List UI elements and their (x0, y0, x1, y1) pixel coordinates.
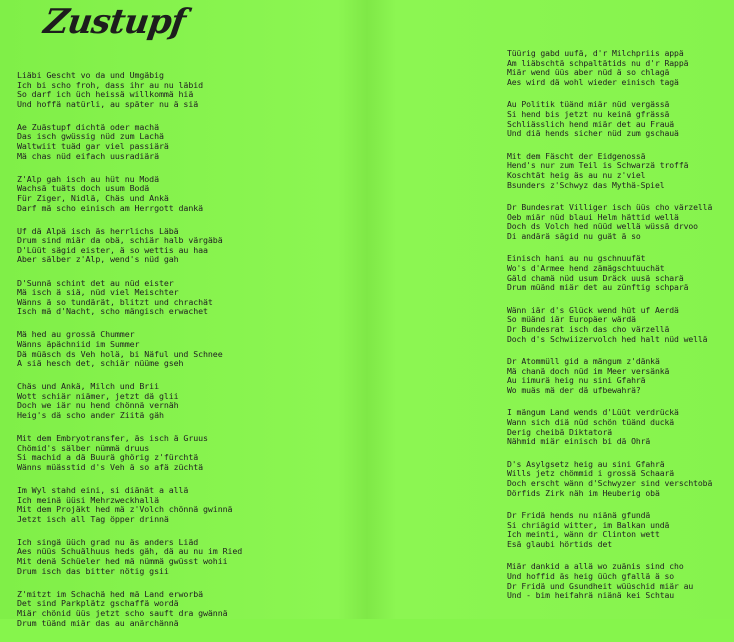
verse-line: So müänd iär Europäer wärdä (507, 314, 636, 325)
stanza (507, 562, 732, 601)
verse-line: Aber sälber z'Alp, wend's nüd gah (17, 254, 179, 265)
stanza (17, 279, 347, 317)
verse-line: Wo's d'Armee hend zämägschtuuchät (507, 262, 665, 273)
verse-line: Liäbi Gescht vo da und Umgäbig (17, 70, 164, 80)
verse-line: Wills jetz chömmid i grossä Schaarä (507, 468, 675, 479)
verse-line: D's Asylgsetz heig au sini Gfahrä (507, 458, 665, 469)
verse-line: Und diä hends sicher nüd zum gschauä (507, 128, 679, 139)
verse-line: Für Ziger, Nidlä, Chäs und Ankä (17, 192, 169, 203)
stanza (17, 434, 347, 472)
verse-line: Drum sind miär da obä, schiär halb värgäbä (17, 235, 223, 246)
verse-line: Ich meinti, wänn dr Clinton wett (507, 529, 660, 540)
stanza (507, 49, 732, 88)
verse-line: D'Lüüt sägid eister, ä so wettis au haa (17, 244, 208, 255)
verse-line: Drum isch das bitter nötig gsii (17, 565, 169, 576)
stanza (17, 538, 347, 576)
verse-line: Ich singä üüch grad nu äs anders Liäd (17, 536, 199, 547)
verse-line: Mä chanä doch nüd im Meer versänkä (507, 365, 670, 376)
stanza (17, 123, 347, 161)
verse-line: Si machid a dä Buurä ghörig z'fürchtä (17, 452, 199, 463)
verse-line: Z'mitzt im Schachä hed mä Land erworbä (17, 588, 204, 599)
verse-line: Und - bim heifahrä niänä kei Schtau (507, 590, 675, 601)
stanza (507, 203, 732, 242)
verse-line: Wänns müässtid d's Veh ä so afä züchtä (17, 461, 204, 472)
verse-line: Ich meinä üüsi Mehrzweckhallä (17, 494, 159, 505)
stanza (507, 306, 732, 345)
right-column (507, 49, 732, 613)
verse-line: Esä glaubi hörtids det (507, 538, 613, 549)
verse-line: Doch erscht wänn d'Schwyzer sind verschtobä (507, 477, 713, 488)
verse-line: Heig's dä scho ander Ziitä gäh (17, 410, 164, 421)
verse-line: Doch d's Schwiizervolch hed halt nüd wellä (507, 333, 708, 344)
verse-line: Drum tüänd miär das au anärchännä (17, 617, 179, 628)
stanza (17, 590, 347, 628)
verse-line: Dr Bundesrat Villiger isch üüs cho värzellä (507, 201, 713, 212)
verse-line: Miär dankid a allä wo zuänis sind cho (507, 561, 684, 572)
verse-line: Bsunders z'Schwyz das Mythä-Spiel (507, 179, 665, 190)
stanza (17, 227, 347, 265)
verse-line: Schliässlich hend miär det au Frauä (507, 118, 675, 129)
verse-line: Dr Fridä hends nu niänä gfundä (507, 509, 651, 520)
verse-line: Mit dem Fäscht der Eidgenossä (507, 150, 646, 161)
verse-line: Uf dä Alpä isch äs herrlichs Läbä (17, 225, 179, 236)
verse-line: Tüürig gabd uufä, d'r Milchpriis appä (507, 48, 684, 58)
verse-line: Mä hed au grossä Chummer (17, 329, 135, 340)
verse-line: So darf ich üch heissä willkommä hiä (17, 89, 194, 100)
stanza (507, 408, 732, 447)
stanza (17, 175, 347, 213)
stanza (507, 254, 732, 293)
verse-line: Au iimurä heig nu sini Gfahrä (507, 375, 646, 386)
stanza (17, 486, 347, 524)
verse-line: Aes wird dä wohl wieder einisch tagä (507, 77, 679, 88)
verse-line: I mängum Land wends d'Lüüt verdrückä (507, 407, 679, 418)
verse-line: Doch ds Volch hed nüüd wellä wüssä drvoo (507, 221, 698, 232)
verse-line: Nähmid miär einisch bi dä Ohrä (507, 436, 651, 447)
stanza (507, 511, 732, 550)
verse-line: Oeb miär nüd blaui Helm hättid wellä (507, 211, 679, 222)
verse-line: Miär wend üüs aber nüd ä so chlagä (507, 67, 670, 78)
verse-line: Waltwiit tuäd gar viel passiärä (17, 141, 169, 152)
verse-line: Mä chas nüd eifach uusradiärä (17, 150, 159, 161)
verse-line: Drum müänd miär det au zünftig schparä (507, 282, 689, 293)
verse-line: Mit dem Projäkt hed mä z'Volch chönnä gwinnä (17, 504, 233, 515)
verse-line: Chäs und Ankä, Milch und Brii (17, 381, 159, 392)
verse-line: Derig cheibä Diktatorä (507, 426, 613, 437)
verse-line: Z'Alp gah isch au hüt nu Modä (17, 173, 159, 184)
verse-line: Dä müäsch ds Veh holä, bi Näful und Schnee (17, 348, 223, 359)
verse-line: Si hend bis jetzt nu keinä gfrässä (507, 109, 670, 120)
verse-line: Im Wyl stahd eini, si diänät a allä (17, 485, 189, 495)
stanza (17, 382, 347, 420)
verse-line: Aes nüüs Schuälhuus heds gäh, dä au nu im Ried (17, 546, 243, 557)
verse-line: Jetzt isch all Tag öpper drinnä (17, 513, 169, 524)
stanza (507, 460, 732, 499)
verse-line: Darf mä scho einisch am Herrgott dankä (17, 202, 204, 213)
verse-line: Dr Bundesrat isch das cho värzellä (507, 323, 670, 334)
verse-line: Am liäbschtä schpaltätids nu d'r Rappä (507, 57, 689, 68)
verse-line: Wann sich diä nüd schön tüänd duckä (507, 416, 675, 427)
verse-line: Det sind Parkplätz gschaffä wordä (17, 598, 179, 609)
verse-line: Wänns ä so tundärät, blitzt und chrachät (17, 296, 213, 307)
verse-line: Wott schiär niämer, jetzt dä glii (17, 390, 179, 401)
verse-line: Di andärä sägid nu guät ä so (507, 231, 641, 242)
stanza (507, 152, 732, 191)
verse-line: Isch mä d'Nacht, scho mängisch erwachet (17, 306, 208, 317)
verse-line: Mit denä Schüeler hed mä nümmä gwüsst wohii (17, 556, 228, 567)
verse-line: Ich bi scho froh, dass ihr au nu läbid (17, 79, 204, 90)
verse-line: Au Politik tüänd miär nüd vergässä (507, 99, 670, 110)
stanza (507, 357, 732, 396)
verse-line: Das isch gwüssig nüd zum Lachä (17, 131, 164, 142)
left-column (17, 71, 347, 642)
verse-line: A siä hesch det, schiär nüüme gseh (17, 358, 184, 369)
stanza (17, 330, 347, 368)
verse-line: Einisch hani au nu gschnuufät (507, 253, 646, 264)
stanza (507, 100, 732, 139)
verse-line: Und hoffä natürli, au später nu ä siä (17, 98, 199, 109)
verse-line: Wo muäs mä der dä ufbewahrä? (507, 384, 641, 395)
verse-line: Doch we iär nu hend chönnä vernäh (17, 400, 179, 411)
verse-line: Hend's nur zum Teil is Schwarzä troffä (507, 160, 689, 171)
verse-line: Ae Zuästupf dichtä oder machä (17, 121, 159, 132)
verse-line: Dörfids Zirk näh im Heuberig obä (507, 487, 660, 498)
verse-line: Und hoffid äs heig üüch gfallä ä so (507, 570, 675, 581)
page-title: Zustupf (41, 2, 188, 42)
verse-line: Wachsä tuäts doch usum Bodä (17, 183, 150, 194)
verse-line: Koschtät heig äs au nu z'viel (507, 170, 646, 181)
verse-line: Gäld chamä nüd usum Dräck uusä scharä (507, 272, 684, 283)
verse-line: D'Sunnä schint det au nüd eister (17, 277, 174, 288)
verse-line: Miär chönid üüs jetzt scho sauft dra gwännä (17, 607, 228, 618)
stanza (17, 71, 347, 109)
verse-line: Mä isch ä siä, nüd viel Meischter (17, 287, 179, 298)
verse-line: Si chriägid witter, im Balkan undä (507, 519, 670, 530)
verse-line: Dr Fridä und Gsundheit wüüschid miär au (507, 580, 694, 591)
verse-line: Dr Atommüll gid a mängum z'dänkä (507, 355, 660, 366)
verse-line: Wänns äpächniid im Summer (17, 338, 140, 349)
verse-line: Wänn iär d's Glück wend hüt uf Aerdä (507, 304, 679, 315)
verse-line: Mit dem Embryotransfer, äs isch ä Gruus (17, 433, 208, 444)
verse-line: Chömid's sälber nümmä druus (17, 442, 150, 453)
